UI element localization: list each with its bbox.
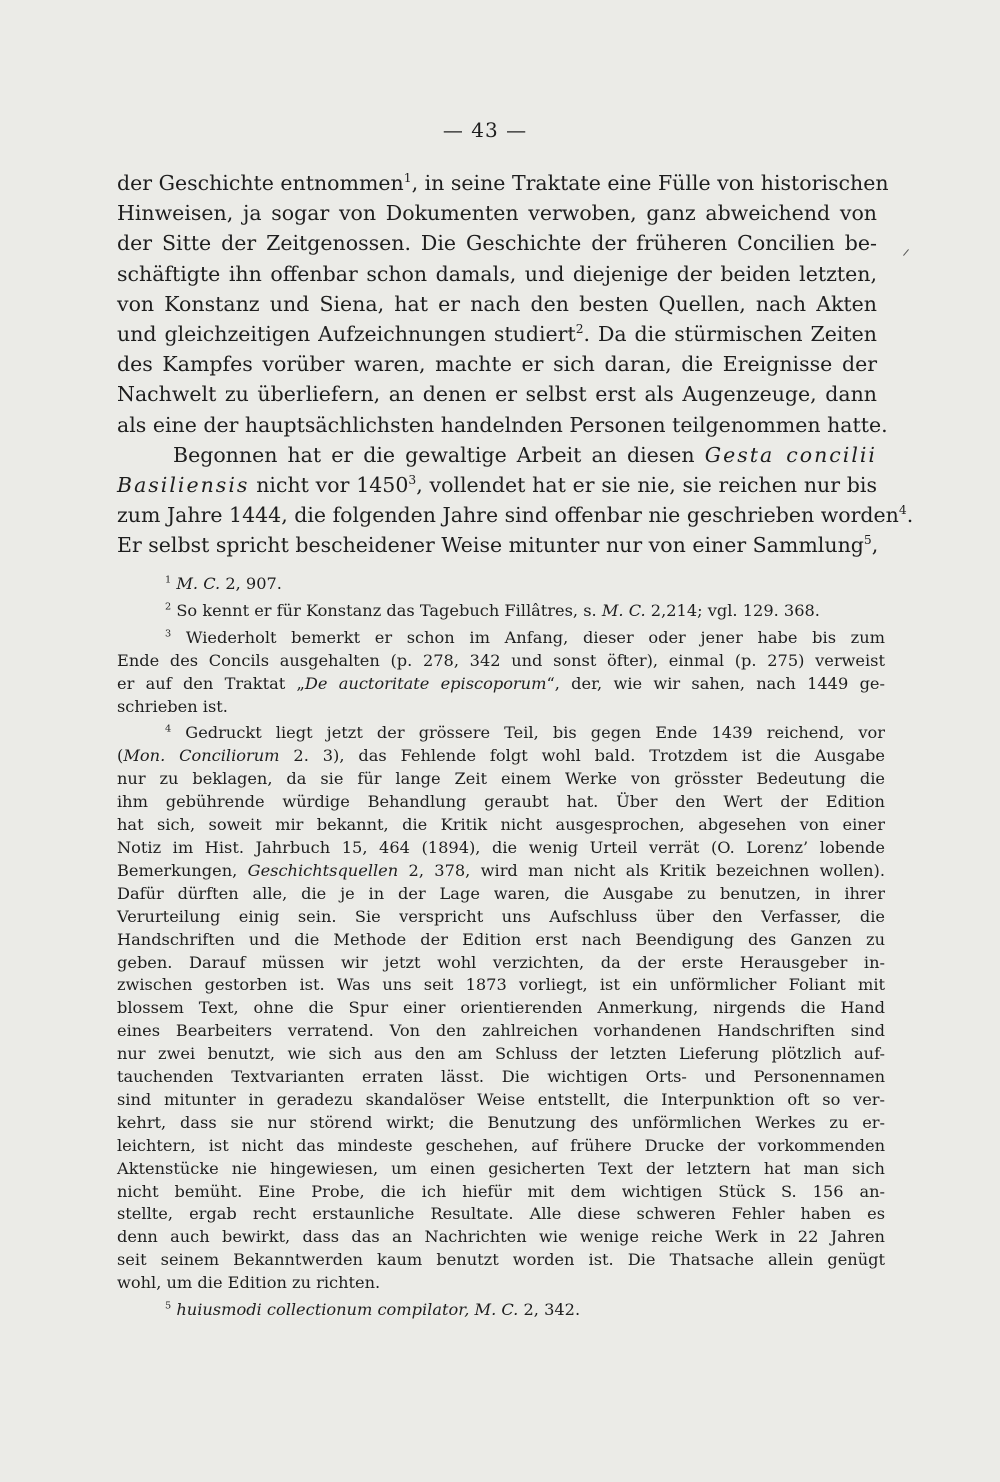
footnote-line: Bemerkungen, Geschichtsquellen 2, 378, wird man nicht als Kritik bezeichnen wollen).: [117, 860, 885, 880]
text-line: des Kampfes vorüber waren, machte er sich daran, die Ereignisse der: [117, 352, 877, 377]
footnote-line: Handschriften und die Methode der Edition erst nach Beendigung des Ganzen zu: [117, 929, 885, 949]
footnote-line: nur zu beklagen, da sie für lange Zeit einem Werke von grösster Bedeutung die: [117, 769, 885, 789]
text-line: als eine der hauptsächlichsten handelnden Personen teilgenommen hatte.: [117, 412, 888, 437]
footnote-4: $^4$ Gedruckt liegt jetzt der grössere Teil, bis gegen Ende 1439 reichend, vor: [165, 723, 885, 743]
footnote-1: $^1$ M. C. 2, 907.: [165, 574, 282, 593]
footnote-ref: 2: [575, 322, 584, 337]
footnote-line: nicht bemüht. Eine Probe, die ich hiefür mit dem wichtigen Stück S. 156 an-: [117, 1181, 885, 1201]
footnote-line: zwischen gestorben ist. Was uns seit 1873 vorliegt, ist ein unförmlicher Foliant mit: [117, 975, 885, 995]
footnote-line: nur zwei benutzt, wie sich aus den am Schluss der letzten Lieferung plötzlich auf-: [117, 1044, 885, 1064]
text-line: Begonnen hat er die gewaltige Arbeit an diesen Gesta concilii: [173, 442, 877, 467]
text-line: Hinweisen, ja sogar von Dokumenten verwoben, ganz abweichend von: [117, 201, 877, 226]
footnote-line: stellte, ergab recht erstaunliche Resultate. Alle diese schweren Fehler haben es: [117, 1204, 885, 1224]
footnote-line: hat sich, soweit mir bekannt, die Kritik nicht ausgesprochen, abgesehen von einer: [117, 815, 885, 835]
footnote-2: $^2$ So kennt er für Konstanz das Tagebuch Fillâtres, s. M. C. 2,214; vgl. 129. 368.: [165, 600, 820, 620]
text-line: von Konstanz und Siena, hat er nach den besten Quellen, nach Akten: [117, 291, 877, 316]
footnote-line: er auf den Traktat „De auctoritate episcoporum“, der, wie wir sahen, nach 1449 ge-: [117, 673, 885, 693]
footnote-line: kehrt, dass sie nur störend wirkt; die Benutzung des unförmlichen Werkes zu er-: [117, 1112, 885, 1132]
footnote-line: seit seinem Bekanntwerden kaum benutzt worden ist. Die Thatsache allein genügt: [117, 1250, 885, 1270]
text-line: zum Jahre 1444, die folgenden Jahre sind offenbar nie geschrieben worden$^4$.: [117, 503, 914, 528]
footnote-line: tauchenden Textvarianten erraten lässt. Die wichtigen Orts- und Personennamen: [117, 1067, 885, 1087]
footnote-ref: 4: [898, 503, 907, 518]
title-basiliensis: Basiliensis: [117, 473, 250, 498]
footnote-ref: 1: [403, 171, 412, 186]
footnote-5: $^5$ huiusmodi collectionum compilator, M. C. 2, 342.: [165, 1300, 581, 1320]
title-gesta: Gesta concilii: [704, 442, 877, 467]
text-line: der Geschichte entnommen$^1$, in seine Traktate eine Fülle von historischen: [117, 171, 889, 195]
text-line: Basiliensis nicht vor 1450$^3$, vollendet hat er sie nie, sie reichen nur bis: [117, 473, 878, 498]
footnote-line: ihm gebührende würdige Behandlung geraubt hat. Über den Wert der Edition: [117, 792, 885, 812]
footnote-line: wohl, um die Edition zu richten.: [117, 1273, 381, 1293]
footnote-line: Ende des Concils ausgehalten (p. 278, 342 und sonst öfter), einmal (p. 275) verweist: [117, 650, 885, 670]
footnote-line: denn auch bewirkt, dass das an Nachrichten wie wenige reiche Werk in 22 Jahren: [117, 1227, 885, 1247]
footnote-line: blossem Text, ohne die Spur einer orientierenden Anmerkung, nirgends die Hand: [117, 998, 885, 1018]
text-line: und gleichzeitigen Aufzeichnungen studiert$^2$. Da die stürmischen Zeiten: [117, 322, 877, 347]
footnote-ref: 5: [863, 533, 872, 548]
footnote-line: (Mon. Conciliorum 2. 3), das Fehlende folgt wohl bald. Trotzdem ist die Ausgabe: [117, 746, 885, 766]
footnote-line: Verurteilung einig sein. Sie verspricht uns Aufschluss über den Verfasser, die: [117, 906, 885, 926]
footnote-3: $^3$ Wiederholt bemerkt er schon im Anfang, dieser oder jener habe bis zum: [165, 627, 885, 647]
footnote-line: Dafür dürften alle, die je in der Lage waren, die Ausgabe zu benutzen, in ihrer: [117, 883, 885, 903]
footnote-line: Notiz im Hist. Jahrbuch 15, 464 (1894), die wenig Urteil verrät (O. Lorenz’ lobende: [117, 837, 885, 857]
footnote-ref: 3: [408, 473, 417, 488]
footnote-line: geben. Darauf müssen wir jetzt wohl verzichten, da der erste Herausgeber in-: [117, 952, 885, 972]
footnote-line: leichtern, ist nicht das mindeste geschehen, auf frühere Drucke der vorkommenden: [117, 1135, 885, 1155]
footnote-line: schrieben ist.: [117, 696, 228, 716]
footnote-line: Aktenstücke nie hingewiesen, um einen gesicherten Text der letztern hat man sich: [117, 1158, 885, 1178]
text-line: Nachwelt zu überliefern, an denen er selbst erst als Augenzeuge, dann: [117, 382, 877, 407]
footnotes: [117, 573, 885, 1322]
text-line: der Sitte der Zeitgenossen. Die Geschichte der früheren Concilien be-: [117, 231, 877, 256]
text-line: schäftigte ihn offenbar schon damals, und diejenige der beiden letzten,: [117, 261, 877, 286]
footnote-line: eines Bearbeiters verratend. Von den zahlreichen vorhandenen Handschriften sind: [117, 1021, 885, 1041]
main-text: [117, 168, 914, 561]
footnote-line: sind mitunter in geradezu skandalöser Weise entstellt, die Interpunktion oft so ver-: [117, 1089, 885, 1109]
text-line: Er selbst spricht bescheidener Weise mitunter nur von einer Sammlung$^5$,: [117, 533, 879, 558]
page-number: — 43 —: [442, 118, 528, 142]
margin-mark: [903, 249, 909, 256]
